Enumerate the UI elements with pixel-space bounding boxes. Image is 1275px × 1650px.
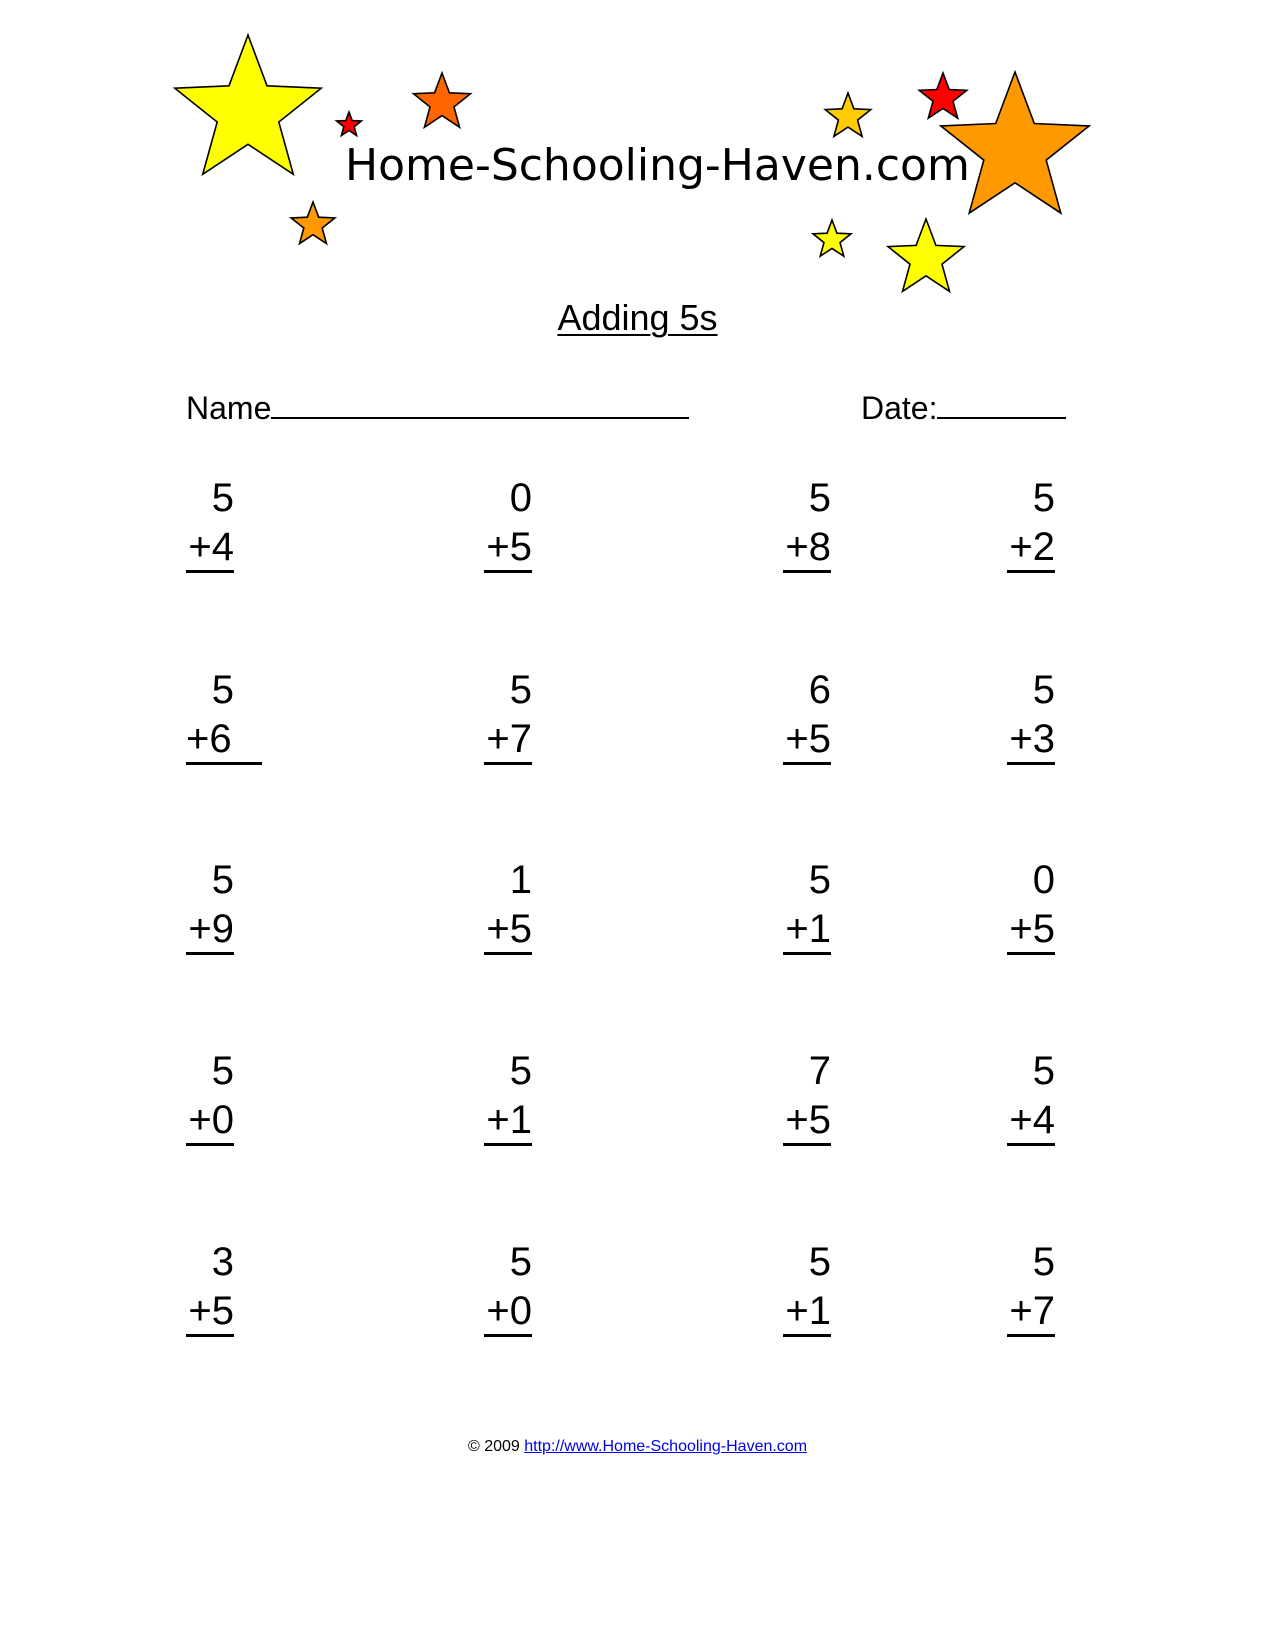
problem-top-number: 7: [808, 1049, 831, 1093]
problem-top-number: 5: [1032, 1240, 1055, 1284]
star-icon: [414, 73, 471, 127]
problem-2: [484, 474, 532, 573]
problem-addend: +5: [1007, 904, 1055, 955]
problem-11: [783, 856, 831, 955]
problem-12: [1007, 856, 1055, 955]
problem-top-number: 5: [211, 476, 234, 520]
problem-6: [484, 666, 532, 765]
problem-top-number: 5: [1032, 476, 1055, 520]
problem-top-number: 6: [808, 668, 831, 712]
problem-addend: +5: [186, 1286, 234, 1337]
problem-14: [484, 1047, 532, 1146]
problem-addend: +2: [1007, 522, 1055, 573]
problem-top-number: 5: [211, 858, 234, 902]
problem-17: [186, 1238, 234, 1337]
problem-top-number: 5: [1032, 1049, 1055, 1093]
problem-10: [484, 856, 532, 955]
problem-top-number: 5: [211, 668, 234, 712]
problem-8: [1007, 666, 1055, 765]
name-blank[interactable]: [271, 387, 689, 419]
problem-1: [186, 474, 234, 573]
problem-top-number: 1: [509, 858, 532, 902]
problem-top-number: 3: [211, 1240, 234, 1284]
problem-addend: +8: [783, 522, 831, 573]
problem-16: [1007, 1047, 1055, 1146]
problem-20: [1007, 1238, 1055, 1337]
star-icon: [825, 93, 871, 136]
problem-top-number: 5: [509, 668, 532, 712]
worksheet-title: Adding 5s: [557, 297, 718, 338]
problem-3: [783, 474, 831, 573]
problem-addend: +4: [186, 522, 234, 573]
site-title: Home-Schooling-Haven.com: [345, 140, 970, 191]
problem-addend: +0: [484, 1286, 532, 1337]
problem-top-number: 0: [509, 476, 532, 520]
problem-top-number: 5: [509, 1240, 532, 1284]
date-blank[interactable]: [937, 387, 1066, 419]
problem-addend: +1: [783, 904, 831, 955]
problem-addend: +1: [783, 1286, 831, 1337]
star-icon: [291, 202, 335, 244]
name-field[interactable]: [186, 387, 689, 427]
star-icon: [919, 73, 967, 118]
problem-addend: +7: [1007, 1286, 1055, 1337]
problem-top-number: 5: [808, 1240, 831, 1284]
page-title: [0, 297, 1275, 339]
problem-top-number: 5: [211, 1049, 234, 1093]
footer-link[interactable]: http://www.Home-Schooling-Haven.com: [524, 1438, 808, 1455]
problem-top-number: 5: [808, 476, 831, 520]
problem-top-number: 5: [808, 858, 831, 902]
star-icon: [175, 35, 321, 174]
problem-addend: +5: [484, 522, 532, 573]
star-icon: [337, 112, 362, 136]
name-label: Name: [186, 390, 272, 426]
problem-13: [186, 1047, 234, 1146]
problem-7: [783, 666, 831, 765]
star-icon: [888, 219, 964, 291]
star-icon: [813, 220, 851, 256]
footer: [0, 1438, 1275, 1456]
problem-addend: +6: [186, 714, 262, 765]
copyright-text: © 2009: [467, 1438, 520, 1455]
problem-addend: +1: [484, 1095, 532, 1146]
problem-top-number: 0: [1032, 858, 1055, 902]
problem-top-number: 5: [1032, 668, 1055, 712]
problem-addend: +5: [783, 1095, 831, 1146]
problem-addend: +3: [1007, 714, 1055, 765]
problem-top-number: 5: [509, 1049, 532, 1093]
problem-4: [1007, 474, 1055, 573]
problem-9: [186, 856, 234, 955]
problem-15: [783, 1047, 831, 1146]
problem-addend: +0: [186, 1095, 234, 1146]
problem-5: [186, 666, 262, 765]
problem-addend: +9: [186, 904, 234, 955]
problem-19: [783, 1238, 831, 1337]
problem-addend: +7: [484, 714, 532, 765]
problem-addend: +4: [1007, 1095, 1055, 1146]
problem-addend: +5: [783, 714, 831, 765]
date-label: Date:: [861, 390, 938, 426]
problem-addend: +5: [484, 904, 532, 955]
problem-18: [484, 1238, 532, 1337]
date-field[interactable]: [861, 387, 1066, 427]
